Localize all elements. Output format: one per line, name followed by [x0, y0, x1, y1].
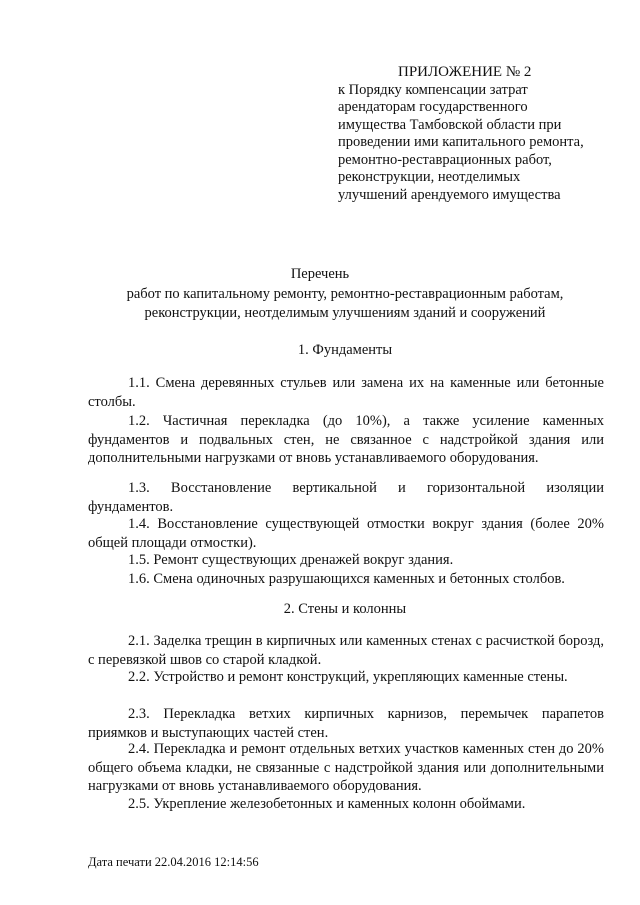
section-heading-walls: 2. Стены и колонны [283, 601, 407, 617]
list-item: 2.4. Перекладка и ремонт отдельных ветхих участков каменных стен до 20% общего объема кладки, не связанные с надстройкой здания или дополнительными нагрузками от вновь устанавливаемого оборудования. [88, 741, 604, 794]
list-title: Перечень [290, 266, 350, 282]
list-item: 2.2. Устройство и ремонт конструкций, укрепляющих каменные стены. [128, 669, 568, 685]
annex-line: к Порядку компенсации затрат [338, 81, 528, 98]
list-subtitle: работ по капитальному ремонту, ремонтно-реставрационным работам, реконструкции, неотделимым улучшениям зданий и сооружений [126, 286, 564, 321]
list-item: 2.3. Перекладка ветхих кирпичных карнизов, перемычек парапетов приямков и выступающих частей стен. [88, 706, 604, 741]
list-item: 1.5. Ремонт существующих дренажей вокруг здания. [128, 552, 454, 568]
list-item: 2.1. Заделка трещин в кирпичных или каменных стенах с расчисткой борозд, с перевязкой швов со старой кладкой. [88, 633, 604, 668]
list-item: 1.2. Частичная перекладка (до 10%), а также усиление каменных фундаментов и подвальных стен, не связанное с надстройкой здания или дополнительными нагрузками от вновь устанавливаемого оборудования. [88, 413, 604, 466]
annex-line: арендаторам государственного [338, 99, 528, 115]
annex-line: имущества Тамбовской области при [338, 116, 562, 133]
section-heading-foundations: 1. Фундаменты [297, 342, 393, 358]
list-item: 1.4. Восстановление существующей отмостки вокруг здания (более 20% общей площади отмостки). [88, 516, 604, 551]
print-date: Дата печати 22.04.2016 12:14:56 [88, 855, 259, 869]
annex-title: ПРИЛОЖЕНИЕ № 2 [398, 64, 532, 80]
annex-line: реконструкции, неотделимых [338, 169, 521, 185]
annex-line: ремонтно-реставрационных работ, [338, 151, 552, 168]
annex-line: проведении ими капитального ремонта, [338, 134, 584, 150]
list-item: 1.1. Смена деревянных стульев или замена их на каменные или бетонные столбы. [88, 375, 604, 410]
list-item: 2.5. Укрепление железобетонных и каменных колонн обоймами. [128, 796, 526, 812]
annex-line: улучшений арендуемого имущества [338, 186, 561, 203]
list-item: 1.3. Восстановление вертикальной и горизонтальной изоляции фундаментов. [88, 480, 604, 515]
list-item: 1.6. Смена одиночных разрушающихся каменных и бетонных столбов. [128, 571, 565, 587]
annex-block [338, 64, 628, 204]
